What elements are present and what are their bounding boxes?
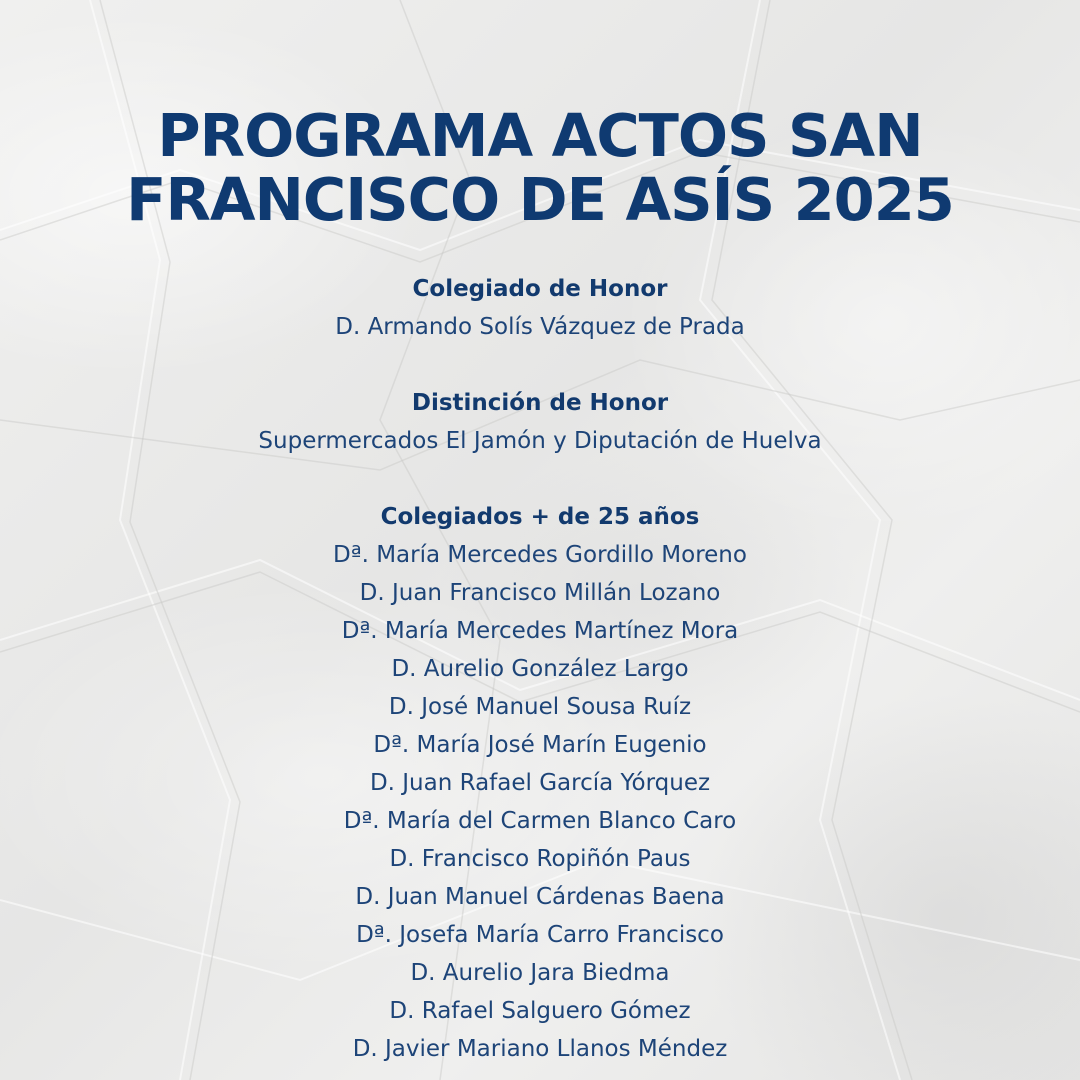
section-colegiado-de-honor [0, 270, 1080, 346]
list-item: D. Juan Rafael García Yórquez [369, 770, 711, 796]
list-item: D. Aurelio Jara Biedma [410, 960, 670, 986]
honoree-name: D. Armando Solís Vázquez de Prada [335, 314, 745, 340]
member-list [0, 536, 1080, 1068]
list-item: D. Francisco Ropiñón Paus [389, 846, 691, 872]
list-item: D. Juan Francisco Millán Lozano [359, 580, 721, 606]
page-title [0, 101, 1080, 234]
section-heading: Distinción de Honor [411, 390, 669, 416]
section-heading: Colegiado de Honor [412, 276, 668, 302]
list-item: Dª. María Mercedes Gordillo Moreno [333, 542, 747, 568]
distinction-recipients: Supermercados El Jamón y Diputación de Huelva [258, 428, 822, 454]
section-heading: Colegiados + de 25 años [380, 504, 700, 530]
section-distincion-de-honor [0, 384, 1080, 460]
list-item: D. Javier Mariano Llanos Méndez [352, 1036, 728, 1062]
list-item: D. Aurelio González Largo [391, 656, 689, 682]
section-colegiados-25-anos [0, 498, 1080, 1068]
list-item: Dª. María del Carmen Blanco Caro [343, 808, 737, 834]
list-item: D. José Manuel Sousa Ruíz [388, 694, 692, 720]
title-line-1: PROGRAMA ACTOS SAN [157, 101, 923, 170]
list-item: D. Rafael Salguero Gómez [389, 998, 691, 1024]
list-item: Dª. Josefa María Carro Francisco [356, 922, 724, 948]
list-item: Dª. María José Marín Eugenio [373, 732, 707, 758]
list-item: Dª. María Mercedes Martínez Mora [341, 618, 739, 644]
list-item: D. Juan Manuel Cárdenas Baena [355, 884, 725, 910]
title-line-2: FRANCISCO DE ASÍS 2025 [126, 165, 954, 234]
program-content [0, 101, 1080, 1068]
